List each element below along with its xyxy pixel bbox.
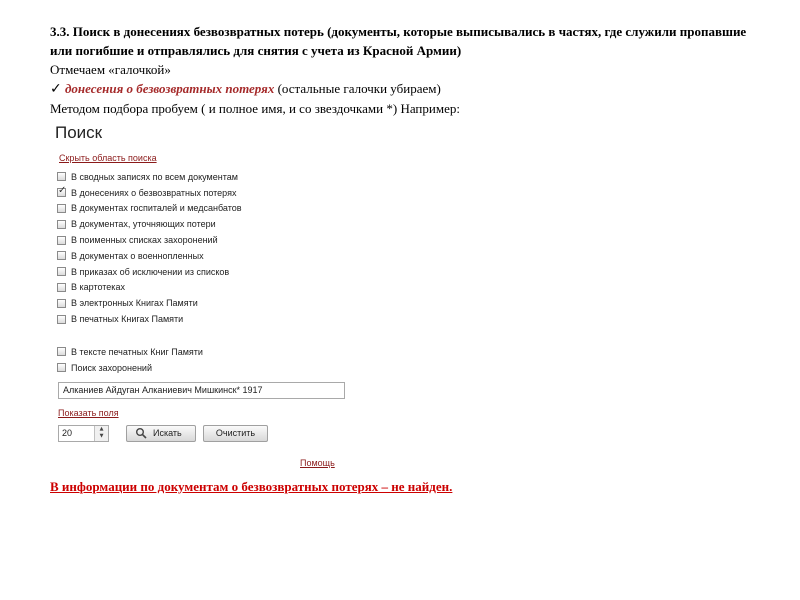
checkbox-label[interactable]: В приказах об исключении из списков [71,266,230,277]
checkbox[interactable] [57,347,66,356]
check-instruction [50,79,750,99]
checkbox-row[interactable] [57,264,355,280]
checkbox-label[interactable]: В картотеках [71,282,125,293]
search-button-label: Искать [153,428,182,439]
stepper-up-icon[interactable]: ▲ [99,425,104,432]
check-emphasis: донесения о безвозвратных потерях [64,81,275,96]
checkbox-label[interactable]: В документах о военнопленных [71,250,204,261]
page-size-value[interactable]: 20 [62,427,73,438]
section-title: 3.3. Поиск в донесениях безвозвратных потерь (документы, которые выписывались в частях, где служили пропавшие или погибшие и отправлялись для снятия с учета из Красной Армии) [50,24,747,58]
checkbox-label[interactable]: В поименных списках захоронений [71,235,218,246]
checkbox-row[interactable] [57,295,355,311]
search-panel [55,122,355,442]
stepper-down-icon[interactable]: ▼ [99,433,104,440]
checkbox[interactable] [57,236,66,245]
search-input[interactable]: Алканиев Айдуган Алканиевич Мишкинск* 1917 [58,382,345,399]
search-heading: Поиск [55,123,103,142]
checkbox-row[interactable] [57,169,355,185]
checkbox-row[interactable] [57,232,355,248]
hide-search-area-link[interactable]: Скрыть область поиска [59,153,157,163]
page-size-stepper[interactable] [58,425,109,442]
mark-instruction: Отмечаем «галочкой» [50,62,171,77]
checkbox-row[interactable] [57,360,355,376]
help-link[interactable]: Помощь [300,458,335,468]
checkbox[interactable] [57,283,66,292]
search-icon [135,427,147,439]
checkbox-label[interactable]: В тексте печатных Книг Памяти [71,346,203,357]
checkbox-row[interactable] [57,248,355,264]
checkbox-label[interactable]: В донесениях о безвозвратных потерях [71,187,237,198]
checkbox[interactable] [57,172,66,181]
checkbox[interactable] [57,220,66,229]
intro-text [50,22,750,118]
show-fields-link[interactable]: Показать поля [58,407,119,418]
checkbox-label[interactable]: В электронных Книгах Памяти [71,298,198,309]
checkbox[interactable] [57,267,66,276]
checkbox-label[interactable]: Поиск захоронений [71,362,152,373]
check-note: (остальные галочки убираем) [277,81,441,96]
clear-button[interactable]: Очистить [203,425,268,442]
not-found-message: В информации по документам о безвозвратных потерях – не найден. [50,479,453,494]
document-type-checkboxes [55,169,355,327]
checkbox-row[interactable] [57,280,355,296]
checkbox-row[interactable] [57,185,355,201]
checkbox-row[interactable] [57,216,355,232]
checkbox[interactable] [57,363,66,372]
checkbox[interactable] [57,315,66,324]
checkbox-label[interactable]: В сводных записях по всем документам [71,171,238,182]
checkbox-label[interactable]: В документах, уточняющих потери [71,219,216,230]
search-controls [58,425,355,442]
checkbox-checked[interactable] [57,188,66,197]
checkbox-label[interactable]: В печатных Книгах Памяти [71,314,184,325]
checkbox-row[interactable] [57,201,355,217]
checkbox-row[interactable] [57,344,355,360]
checkbox[interactable] [57,204,66,213]
checkbox-label[interactable]: В документах госпиталей и медсанбатов [71,203,242,214]
search-button[interactable] [126,425,196,442]
extra-checkboxes [55,344,355,376]
checkbox[interactable] [57,299,66,308]
checkmark-icon: ✓ [50,81,62,97]
method-instruction: Методом подбора пробуем ( и полное имя, и со звездочками *) Например: [50,101,460,116]
checkbox[interactable] [57,251,66,260]
checkbox-row[interactable] [57,311,355,327]
